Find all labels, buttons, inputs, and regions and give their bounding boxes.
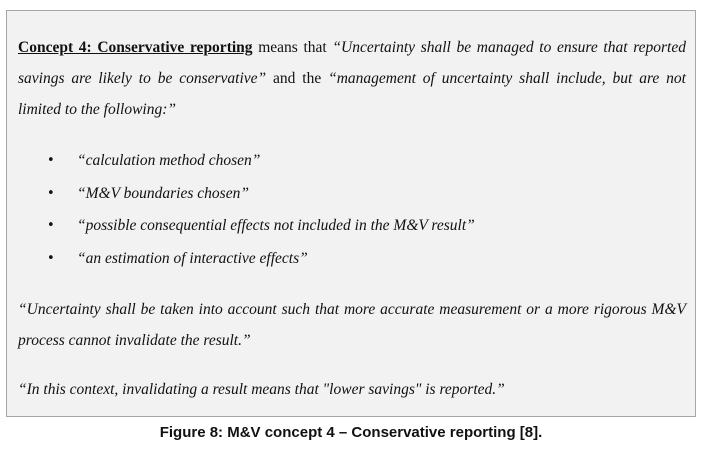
bullet-icon: • xyxy=(47,153,55,168)
bullet-text: “an estimation of interactive effects” xyxy=(77,249,308,267)
bullet-text: “calculation method chosen” xyxy=(77,152,261,169)
bullet-icon: • xyxy=(47,218,55,233)
list-item xyxy=(7,210,687,243)
quote-b: “management of uncertainty shall include, but are not limited to the following:” xyxy=(18,70,686,118)
bullet-icon: • xyxy=(47,250,55,266)
list-item xyxy=(7,145,687,178)
concept-heading: Concept 4: Conservative reporting xyxy=(18,39,253,56)
quote-a: “Uncertainty shall be managed to ensure that reported savings are likely to be conservative” xyxy=(18,39,686,87)
figure-caption: Figure 8: M&V concept 4 – Conservative reporting [8]. xyxy=(159,424,543,441)
uncertainty-paragraph: “Uncertainty shall be taken into account such that more accurate measurement or a more rigorous M&V process cannot invalidate the result.” xyxy=(18,301,686,349)
concept-paragraph xyxy=(18,32,686,125)
list-item xyxy=(7,243,687,276)
paragraph-text-b: and the xyxy=(266,70,329,87)
concept-box xyxy=(6,10,696,417)
bullet-text: “possible consequential effects not included in the M&V result” xyxy=(77,217,475,234)
bullet-text: “M&V boundaries chosen” xyxy=(77,184,249,202)
bullet-list xyxy=(7,145,687,275)
context-paragraph: “In this context, invalidating a result means that "lower savings" is reported.” xyxy=(18,381,505,398)
paragraph-text-a: means that xyxy=(252,39,333,56)
list-item xyxy=(7,178,687,211)
bullet-icon: • xyxy=(47,185,55,201)
